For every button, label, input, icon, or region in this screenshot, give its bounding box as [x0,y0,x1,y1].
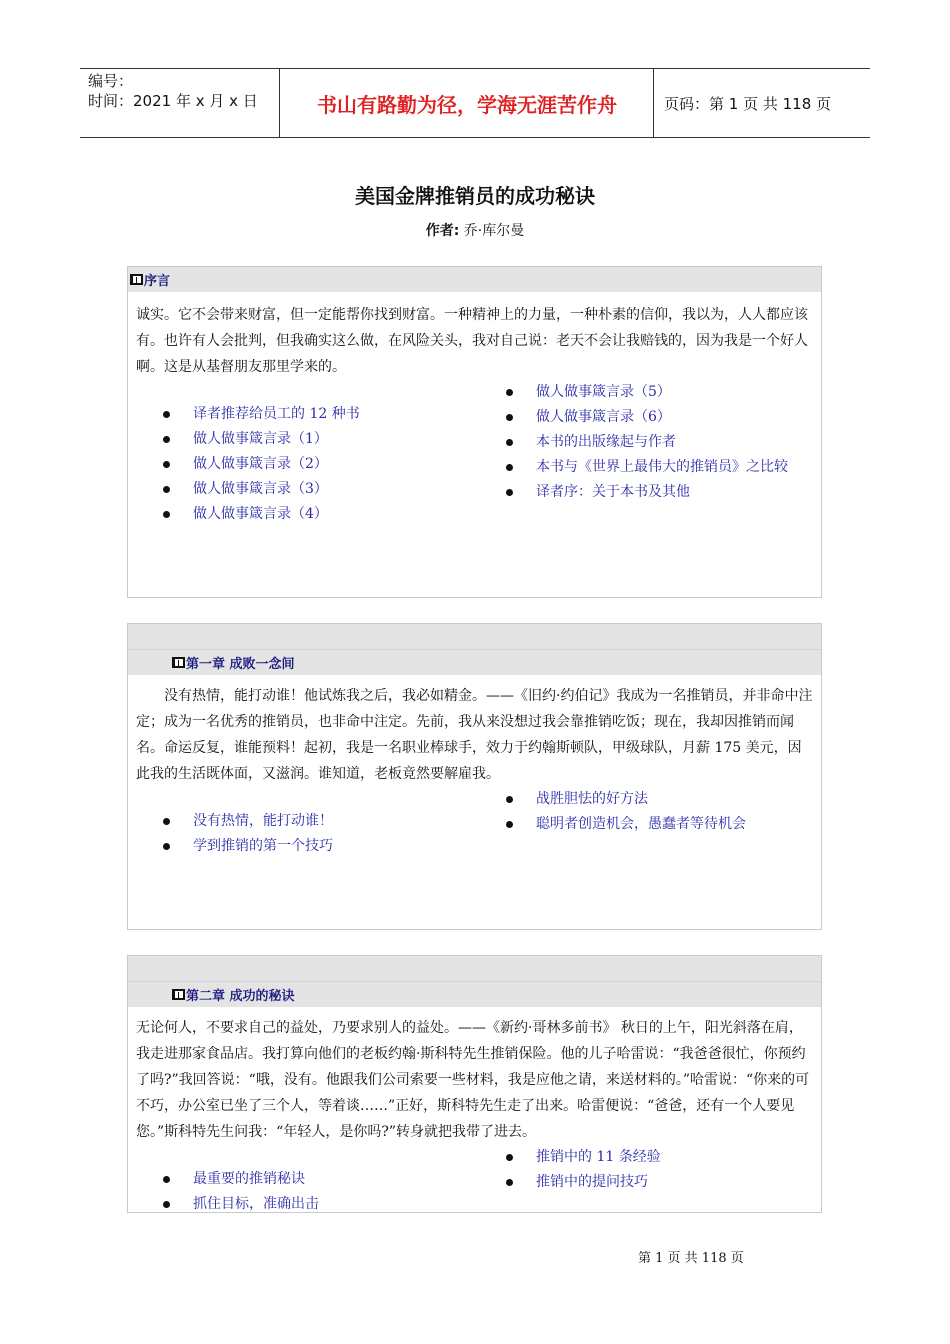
toc-link[interactable]: 抓住目标，准确出击 [193,1192,319,1217]
toc-link[interactable]: 做人做事箴言录（5） [536,380,788,405]
toc-link[interactable]: 本书与《世界上最伟大的推销员》之比较 [536,455,788,480]
section-text: 无论何人，不要求自己的益处，乃要求别人的益处。——《新约·哥林多前书》 秋日的上午，阳光斜落在肩，我走进那家食品店。我打算向他们的老板约翰·斯科特先生推销保险。他的儿子哈雷说：“我爸爸很忙，你预约了吗?”我回答说：“哦，没有。他跟我们公司索要一些材料，我是应他之请，来送材料的。”哈雷说：“你来的可不巧，办公室已坐了三个人，等着谈……”正好，斯科特先生走了出来。哈雷便说：“爸爸，还有一个人要见您。”斯科特先生问我：“年轻人，是你吗?”转身就把我带了进去。 [136,1020,810,1140]
toc-left-list [193,402,360,527]
header-meta [80,69,280,137]
bullet-icon [506,1179,513,1186]
toc-link[interactable]: 做人做事箴言录（2） [193,452,360,477]
book-icon [130,274,143,285]
bullet-icon [506,821,513,828]
bullet-icon [163,436,170,443]
document-title: 美国金牌推销员的成功秘诀 [355,184,595,208]
author-line [0,220,950,240]
section-text: 没有热情，能打动谁！他试炼我之后，我必如精金。——《旧约·约伯记》我成为一名推销员，并非命中注定；成为一名优秀的推销员，也非命中注定。先前，我从来没想过我会靠推销吃饭；现在，我却因推销而闻名。命运反复，谁能预料！起初，我是一名职业棒球手，效力于约翰斯顿队，甲级球队，月薪 175 美元，因此我的生活既体面，又滋润。谁知道，老板竟然要解雇我。 [136,688,813,782]
time-label: 时间：2021 年 x 月 x 日 [88,92,258,110]
toc-link[interactable]: 译者推荐给员工的 12 种书 [193,402,360,427]
section-preface [127,266,822,598]
section-text: 诚实。它不会带来财富，但一定能帮你找到财富。一种精神上的力量，一种朴素的信仰，我以为，人人都应该有。也许有人会批判，但我确实这么做，在风险关头，我对自己说：老天不会让我赔钱的，因为我是一个好人啊。这是从基督朋友那里学来的。 [136,307,808,375]
toc-link[interactable]: 译者序：关于本书及其他 [536,480,788,505]
toc-link[interactable]: 做人做事箴言录（4） [193,502,360,527]
page-header [80,68,870,138]
bullet-icon [163,486,170,493]
book-icon [172,989,185,1000]
toc-link[interactable]: 聪明者创造机会，愚蠢者等待机会 [536,812,746,837]
toc-link[interactable]: 做人做事箴言录（6） [536,405,788,430]
bullet-icon [163,1201,170,1208]
author-name: 乔·库尔曼 [463,223,525,239]
bullet-icon [163,461,170,468]
section-heading-bar [128,981,821,1007]
bullet-icon [506,1154,513,1161]
bullet-icon [506,489,513,496]
toc-link[interactable]: 推销中的提问技巧 [536,1170,661,1195]
book-icon [172,657,185,668]
toc-link[interactable]: 学到推销的第一个技巧 [193,834,333,859]
toc-link[interactable]: 最重要的推销秘诀 [193,1167,319,1192]
bullet-icon [163,1176,170,1183]
toc-right-list [536,380,788,505]
section-heading: 第二章 成功的秘诀 [186,989,295,1004]
section-chapter-1 [127,623,822,930]
bullet-icon [506,796,513,803]
toc-left-list [193,1167,319,1217]
section-top-bar [128,624,821,649]
toc-link[interactable]: 做人做事箴言录（1） [193,427,360,452]
section-heading: 第一章 成败一念间 [186,657,295,672]
author-label: 作者: [425,223,460,239]
section-heading-bar [128,267,821,292]
bullet-icon [163,411,170,418]
section-heading: 序言 [144,274,171,289]
header-page-label: 页码：第 1 页 共 118 页 [664,94,832,113]
toc-left-list [193,809,333,859]
toc-link[interactable]: 做人做事箴言录（3） [193,477,360,502]
bullet-icon [163,843,170,850]
bullet-icon [506,439,513,446]
bullet-icon [506,414,513,421]
bullet-icon [506,464,513,471]
toc-link[interactable]: 战胜胆怯的好方法 [536,787,746,812]
section-chapter-2 [127,955,822,1213]
toc-right-list [536,787,746,837]
bullet-icon [506,389,513,396]
code-label: 编号： [88,72,134,90]
page-footer: 第 1 页 共 118 页 [638,1251,744,1266]
header-motto: 书山有路勤为径，学海无涯苦作舟 [281,69,654,137]
toc-link[interactable]: 没有热情，能打动谁！ [193,809,333,834]
bullet-icon [163,511,170,518]
bullet-icon [163,818,170,825]
toc-link[interactable]: 本书的出版缘起与作者 [536,430,788,455]
toc-right-list [536,1145,661,1195]
section-top-bar [128,956,821,981]
toc-link[interactable]: 推销中的 11 条经验 [536,1145,661,1170]
section-heading-bar [128,649,821,675]
